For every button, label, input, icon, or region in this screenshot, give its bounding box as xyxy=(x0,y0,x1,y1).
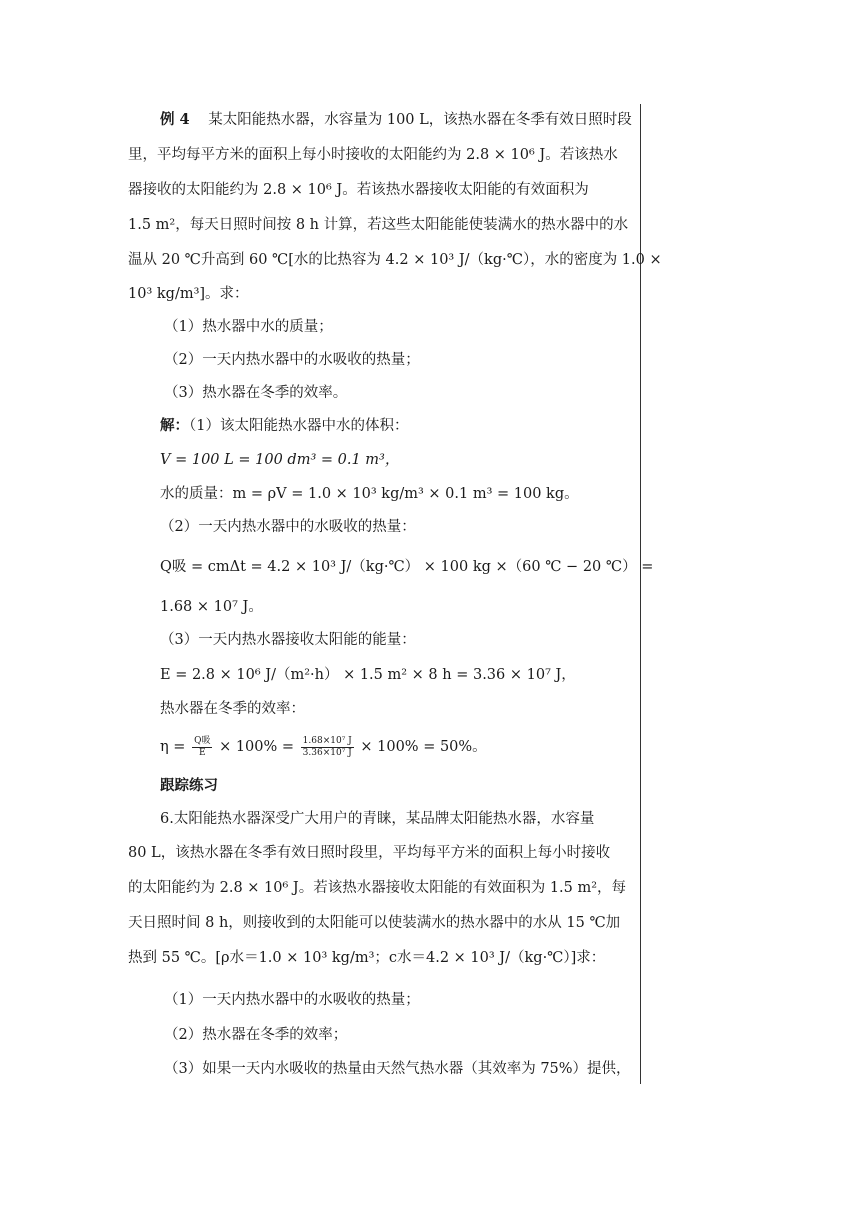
example-question-2: （2）一天内热水器中的水吸收的热量； xyxy=(164,352,420,368)
example-line-1: 例 4 某太阳能热水器，水容量为 100 L，该热水器在冬季有效日照时段 xyxy=(160,111,632,128)
practice-question-1: （1）一天内热水器中的水吸收的热量； xyxy=(164,992,420,1008)
practice-line-4: 天日照时间 8 h，则接收到的太阳能可以使装满水的热水器中的水从 15 ℃加 xyxy=(128,915,621,931)
practice-heading: 跟踪练习 xyxy=(160,777,218,794)
example-line-5: 温从 20 ℃升高到 60 ℃[水的比热容为 4.2 × 10³ J/（kg·℃），水的密度为 1.0 × xyxy=(128,252,662,268)
solution-line-4: （2）一天内热水器中的水吸收的热量： xyxy=(160,519,416,535)
solution-line-6: 1.68 × 10⁷ J。 xyxy=(160,599,263,615)
practice-question-2: （2）热水器在冬季的效率； xyxy=(164,1027,348,1043)
solution-line-3: 水的质量：m = ρV = 1.0 × 10³ kg/m³ × 0.1 m³ = 100 kg。 xyxy=(160,486,579,502)
solution-line-9: 热水器在冬季的效率： xyxy=(160,701,305,717)
solution-label: 解： xyxy=(160,417,189,434)
fraction-values: $\frac{\text{1.68×10⁷ J}}{\text{3.36×10⁷ J}}$ xyxy=(302,735,352,758)
example-line-6: 10³ kg/m³]。求： xyxy=(128,286,249,302)
solution-line-1: 解：（1）该太阳能热水器中水的体积： xyxy=(160,417,409,434)
example-line-2: 里，平均每平方米的面积上每小时接收的太阳能约为 2.8 × 10⁶ J。若该热水 xyxy=(128,147,618,163)
practice-line-5: 热到 55 ℃。[ρ水＝1.0 × 10³ kg/m³；c水＝4.2 × 10³ J/（kg·℃）]求： xyxy=(128,950,606,966)
example-line-4: 1.5 m²，每天日照时间按 8 h 计算，若这些太阳能能使装满水的热水器中的水 xyxy=(128,217,629,233)
example-line-3: 器接收的太阳能约为 2.8 × 10⁶ J。若该热水器接收太阳能的有效面积为 xyxy=(128,182,589,198)
example-question-3: （3）热水器在冬季的效率。 xyxy=(164,385,348,401)
example-label: 例 4 xyxy=(160,111,190,128)
solution-line-2: V = 100 L = 100 dm³ = 0.1 m³， xyxy=(160,452,400,468)
efficiency-formula: η = $\frac{\text{Q吸}}{E}$ × 100% = $\frac{\text{1.68×10⁷ J}}{\text{3.36×10⁷ J}}$ × 100% = 50%。 xyxy=(160,735,487,758)
example-question-1: （1）热水器中水的质量； xyxy=(164,319,333,335)
practice-line-2: 80 L，该热水器在冬季有效日照时段里，平均每平方米的面积上每小时接收 xyxy=(128,845,611,861)
solution-line-7: （3）一天内热水器接收太阳能的能量： xyxy=(160,632,416,648)
solution-line-8: E = 2.8 × 10⁶ J/（m²·h） × 1.5 m² × 8 h = 3.36 × 10⁷ J， xyxy=(160,667,576,683)
fraction-q-over-e: $\frac{\text{Q吸}}{E}$ xyxy=(194,735,211,758)
practice-question-3: （3）如果一天内水吸收的热量由天然气热水器（其效率为 75%）提供， xyxy=(164,1061,631,1077)
solution-line-5: Q吸 = cmΔt = 4.2 × 10³ J/（kg·℃） × 100 kg ×（60 ℃ − 20 ℃） = xyxy=(160,559,654,575)
practice-line-1: 6.太阳能热水器深受广大用户的青睐，某品牌太阳能热水器，水容量 xyxy=(160,811,595,827)
practice-line-3: 的太阳能约为 2.8 × 10⁶ J。若该热水器接收太阳能的有效面积为 1.5 m²，每 xyxy=(128,880,627,896)
